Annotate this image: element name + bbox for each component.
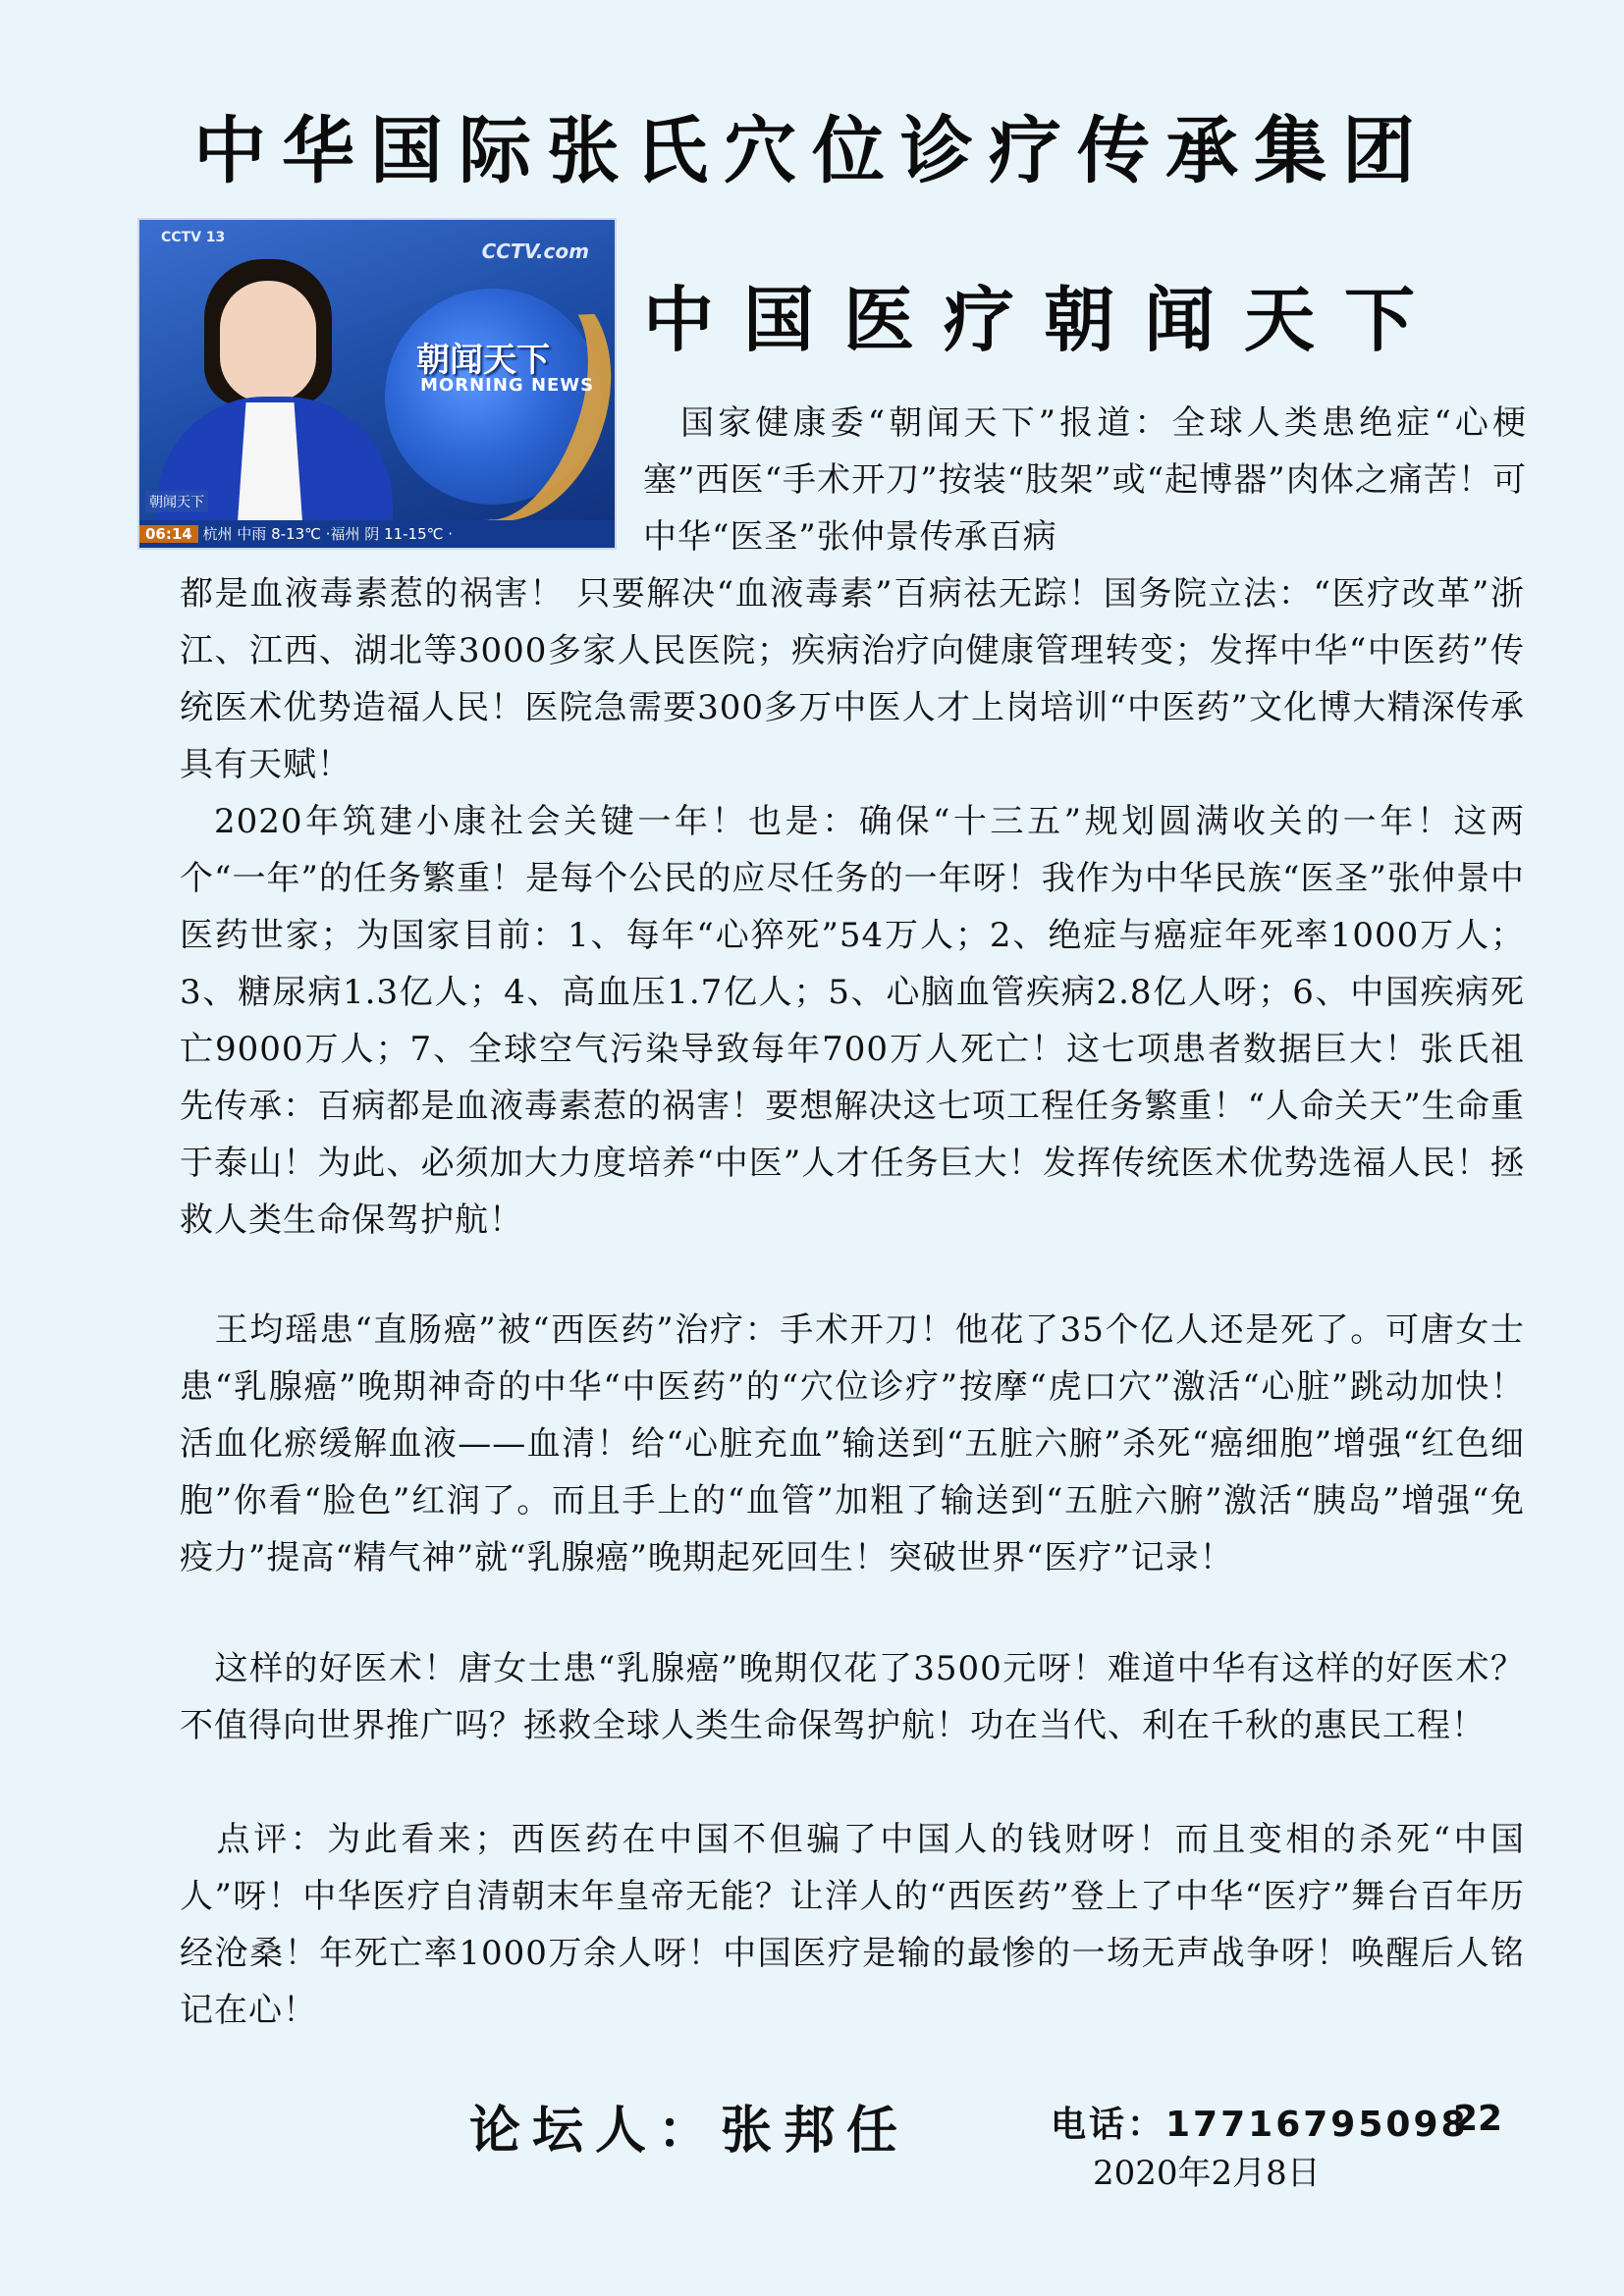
paragraph-4-text: 这样的好医术！唐女士患“乳腺癌”晚期仅花了3500元呀！难道中华有这样的好医术？不值得向世界推广吗？拯救全球人类生命保驾护航！功在当代、利在千秋的惠民工程！ xyxy=(180,1649,1525,1745)
paragraph-4 xyxy=(180,1640,1525,1754)
paragraph-3 xyxy=(180,1302,1525,1586)
main-title: 中华国际张氏穴位诊疗传承集团 xyxy=(193,109,1431,193)
corner-logo: 朝闻天下 xyxy=(145,491,208,512)
site-logo: CCTV.com xyxy=(481,240,589,263)
page-number: 22 xyxy=(1453,2099,1503,2139)
intro-paragraph xyxy=(643,395,1527,565)
publish-date: 2020年2月8日 xyxy=(1093,2154,1321,2193)
ticker-time: 06:14 xyxy=(139,525,198,543)
phone-number: 电话：17716795098 xyxy=(1051,2105,1469,2145)
swirl-graphic xyxy=(401,258,617,545)
article-subtitle: 中国医疗朝闻天下 xyxy=(643,279,1445,361)
ticker-text: 杭州 中雨 8-13℃ ·福州 阴 11-15℃ · xyxy=(202,525,453,543)
paragraph-2-text: 2020年筑建小康社会关键一年！也是：确保“十三五”规划圆满收关的一年！这两个“一年”的任务繁重！是每个公民的应尽任务的一年呀！我作为中华民族“医圣”张仲景中医药世家；为国家目前：1、每年“心猝死”54万人；2、绝症与癌症年死率1000万人；3、糖尿病1.3亿人；4、高血压1.7亿人；5、心脑血管疾病2.8亿人呀；6、中国疾病死亡9000万人；7、全球空气污染导致每年700万人死亡！这七项患者数据巨大！张氏祖先传承：百病都是血液毒素惹的祸害！要想解决这七项工程任务繁重！“人命关天”生命重于泰山！为此、必须加大力度培养“中医”人才任务巨大！发挥传统医术优势选福人民！拯救人类生命保驾护航！ xyxy=(180,802,1525,1240)
intro-text: 国家健康委“朝闻天下”报道：全球人类患绝症“心梗塞”西医“手术开刀”按装“肢架”或“起博器”肉体之痛苦！可中华“医圣”张仲景传承百病 xyxy=(643,403,1527,557)
show-name: 朝闻天下 xyxy=(416,341,550,380)
channel-logo: CCTV 13 xyxy=(161,230,226,245)
weather-ticker xyxy=(139,520,615,548)
news-screenshot-image xyxy=(137,218,617,550)
paragraph-3-text: 王均瑶患“直肠癌”被“西医药”治疗：手术开刀！他花了35个亿人还是死了。可唐女士患“乳腺癌”晚期神奇的中华“中医药”的“穴位诊疗”按摩“虎口穴”激活“心脏”跳动加快！活血化瘀缓解血液——血清！给“心脏充血”输送到“五脏六腑”杀死“癌细胞”增强“红色细胞”你看“脸色”红润了。而且手上的“血管”加粗了输送到“五脏六腑”激活“胰岛”增强“免疫力”提高“精气神”就“乳腺癌”晚期起死回生！突破世界“医疗”记录！ xyxy=(180,1310,1525,1577)
paragraph-5-text: 点评：为此看来；西医药在中国不但骗了中国人的钱财呀！而且变相的杀死“中国人”呀！中华医疗自清朝末年皇帝无能？让洋人的“西医药”登上了中华“医疗”舞台百年历经沧桑！年死亡率1000万余人呀！中国医疗是输的最惨的一场无声战争呀！唤醒后人铭记在心！ xyxy=(180,1820,1525,2030)
forum-signature: 论坛人：张邦任 xyxy=(469,2102,910,2161)
anchor-face xyxy=(220,281,316,402)
intro-paragraph-continued: 都是血液毒素惹的祸害！ 只要解决“血液毒素”百病祛无踪！国务院立法：“医疗改革”浙江、江西、湖北等3000多家人民医院；疾病治疗向健康管理转变；发挥中华“中医药”传统医术优势造福人民！医院急需要300多万中医人才上岗培训“中医药”文化博大精深传承具有天赋！ xyxy=(180,574,1525,784)
paragraph-5 xyxy=(180,1811,1525,2039)
paragraph-2 xyxy=(180,793,1525,1249)
show-name-english: MORNING NEWS xyxy=(420,375,595,396)
